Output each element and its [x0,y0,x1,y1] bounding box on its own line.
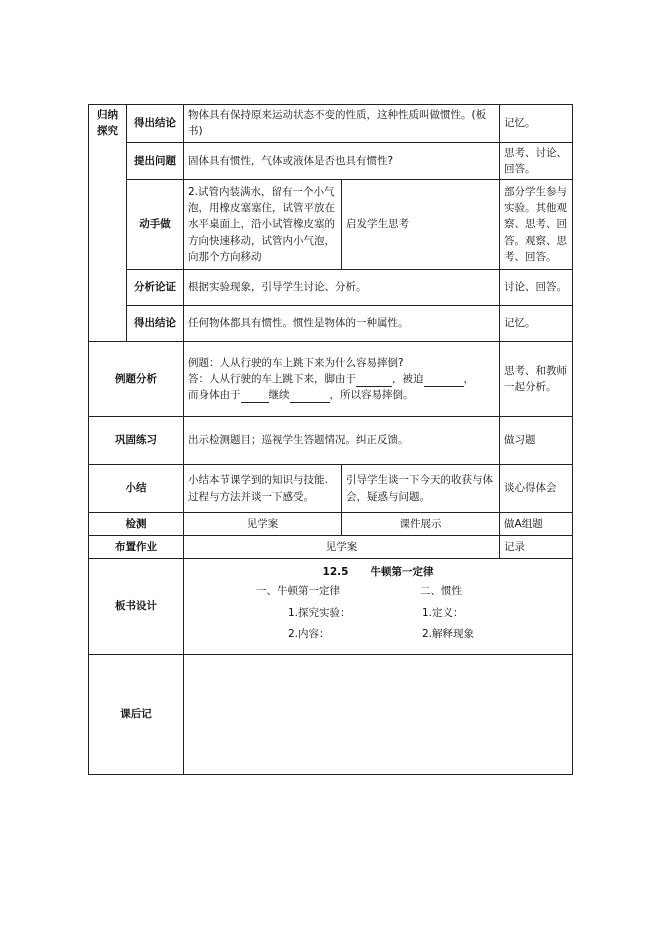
board-title-number: 12.5 [322,566,349,579]
step-label: 提出问题 [127,142,184,180]
lesson-plan-table [88,104,573,775]
example-answer-line [188,387,495,403]
row-label: 布置作业 [89,536,184,559]
row-label: 例题分析 [89,342,184,417]
homework-content: 见学案 [184,536,500,559]
step-label: 分析论证 [127,270,184,306]
row-example [89,342,573,417]
row-analysis [89,270,573,306]
board-heading-1: 一、牛顿第一定律 [256,585,340,598]
board-item: 2.解释现象 [422,627,475,640]
row-summary [89,465,573,513]
row-check [89,513,573,536]
row-reflection [89,655,573,775]
row-label: 巩固练习 [89,417,184,465]
teacher-activity: 启发学生思考 [342,180,500,270]
student-activity: 做习题 [500,417,573,465]
student-activity: 讨论、回答。 [500,270,573,306]
row-question [89,142,573,180]
answer-text: ， [463,372,474,385]
step-content: 根据实验现象，引导学生讨论、分析。 [184,270,500,306]
step-content: 任何物体都具有惯性。惯性是物体的一种属性。 [184,306,500,342]
answer-text: 继续 [268,389,290,402]
row-practice [89,417,573,465]
row-conclusion [89,105,573,143]
check-content: 见学案 [184,513,342,536]
answer-text: ，被迫 [392,372,424,385]
board-heading-2: 二、惯性 [420,585,462,598]
step-content: 固体具有惯性，气体或液体是否也具有惯性? [184,142,500,180]
board-headings [188,583,568,599]
board-item: 2.内容： [288,627,330,640]
student-activity: 记忆。 [500,105,573,143]
board-items-2 [188,626,568,642]
student-activity: 做A组题 [500,513,573,536]
board-title [188,564,568,580]
board-item: 1.定义： [422,606,464,619]
example-content [184,342,500,417]
student-activity: 思考、和教师一起分析。 [500,342,573,417]
student-activity: 思考、讨论、回答。 [500,142,573,180]
step-label: 得出结论 [127,306,184,342]
student-activity: 记录 [500,536,573,559]
board-design-content [184,559,573,655]
example-answer-line [188,371,495,387]
board-items-1 [188,605,568,621]
example-question: 例题：人从行驶的车上跳下来为什么容易摔倒? [188,356,404,369]
student-activity: 部分学生参与实验。其他观察、思考、回答。观察、思考、回答。 [500,180,573,270]
step-content: 物体具有保持原来运动状态不变的性质，这种性质叫做惯性。(板书) [184,105,500,143]
step-label: 动手做 [127,180,184,270]
step-label: 得出结论 [127,105,184,143]
board-item: 1.探究实验： [288,606,351,619]
answer-blank [290,390,330,403]
answer-text: 答：人从行驶的车上跳下来，脚由于 [188,372,356,385]
student-activity: 谈心得体会 [500,465,573,513]
board-title-text: 牛顿第一定律 [370,566,434,579]
section-induction [89,105,127,342]
row-board-design [89,559,573,655]
answer-blank [424,374,464,387]
row-label: 板书设计 [89,559,184,655]
answer-blank [241,390,269,403]
answer-text: 而身体由于 [188,389,241,402]
answer-blank [356,374,392,387]
practice-content: 出示检测题目；巡视学生答题情况。纠正反馈。 [184,417,500,465]
row-homework [89,536,573,559]
step-content: 2.试管内装满水，留有一个小气泡，用橡皮塞塞住，试管平放在水平桌面上，沿小试管橡皮塞的方向快速移动，试管内小气泡，向那个方向移动 [184,180,342,270]
section-induction-label: 归纳探究 [97,109,118,138]
answer-text: ，所以容易摔倒。 [329,389,414,402]
row-label: 课后记 [89,655,184,775]
row-conclusion-2 [89,306,573,342]
summary-teacher: 小结本节课学到的知识与技能.过程与方法并谈一下感受。 [184,465,342,513]
row-label: 检测 [89,513,184,536]
row-label: 小结 [89,465,184,513]
student-activity: 记忆。 [500,306,573,342]
summary-guide: 引导学生谈一下今天的收获与体会，疑惑与问题。 [342,465,500,513]
reflection-content [184,655,573,775]
check-courseware: 课件展示 [342,513,500,536]
row-hands-on [89,180,573,270]
